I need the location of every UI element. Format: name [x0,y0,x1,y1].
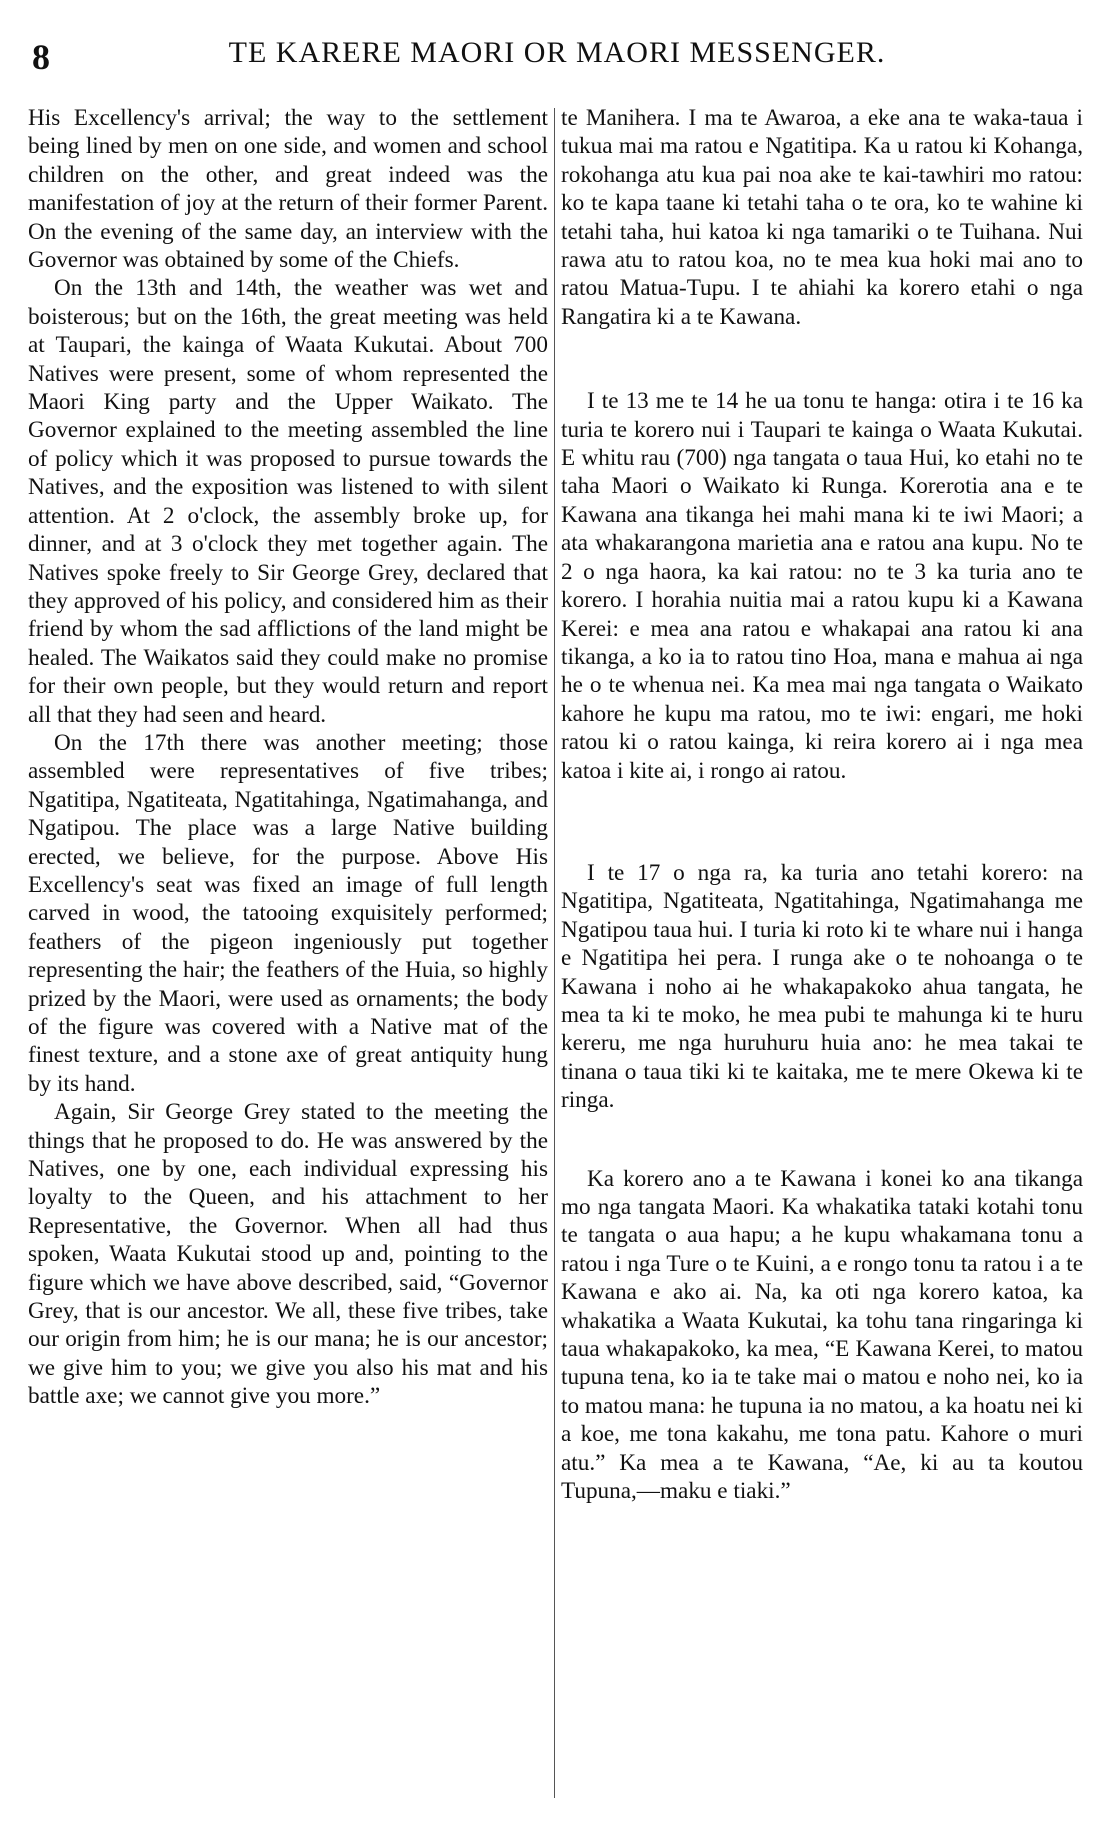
english-paragraph-3: On the 17th there was another meeting; those assembled were representatives of five tribes; Ngatitipa, Ngatiteata, Ngatitahinga, Ngatimahanga, and Ngatipou. The place was a large Native building erected, we believe, for the purpose. Above His Excellency's seat was fixed an image of full length carved in wood, the tatooing exquisitely performed; feathers of the pigeon ingeniously put together representing the hair; the feathers of the Huia, so highly prized by the Maori, were used as ornaments; the body of the figure was covered with a Native mat of the finest texture, and a stone axe of great antiquity hung by its hand. [28,729,548,1097]
maori-paragraph-4: Ka korero ano a te Kawana i konei ko ana tikanga mo nga tangata Maori. Ka whakatika tataki kotahi tonu te tangata o aua hapu; a he kupu whakamana tonu a ratou i nga Ture o te Kuini, a e rongo tonu ta ratou i a te Kawana e ako ai. Na, ka oti nga korero katoa, ka whakatika a Waata Kukutai, ka tohu tana ringaringa ki taua whakapakoko, ka mea, “E Kawana Kerei, to matou tupuna tena, ko ia te take mai o matou e noho nei, ko ia to matou mana: he tupuna ia no matou, a ka hoatu nei ki a koe, me tona kakahu, me tona patu. Kahore o muri atu.” Ka mea a te Kawana, “Ae, ki au ta koutou Tupuna,—maku e tiaki.” [561,1165,1083,1505]
page-number: 8 [32,37,50,77]
english-paragraph-1: His Excellency's arrival; the way to the settlement being lined by men on one side, and women and school children on the other, and great indeed was the manifestation of joy at the return of their former Parent. On the evening of the same day, an interview with the Governor was obtained by some of the Chiefs. [28,105,548,274]
maori-paragraph-1: te Manihera. I ma te Awaroa, a eke ana te waka-taua i tukua mai ma ratou e Ngatitipa. Ka u ratou ki Kohanga, rokohanga atu kua pai noa ake te kai-tawhiri mo ratou: ko te kapa taane ki tetahi taha o te ora, ko te wahine ki tetahi taha, hui katoa ki nga tamariki o te Tuihana. Nui rawa atu to ratou koa, no te mea kua hoki mai ano to ratou Matua-Tupu. I te ahiahi ka korero etahi o nga Rangatira ki a te Kawana. [561,105,1083,330]
english-paragraph-4: Again, Sir George Grey stated to the meeting the things that he proposed to do. He was answered by the Natives, one by one, each individual expressing his loyalty to the Queen, and his attachment to her Representative, the Governor. When all had thus spoken, Waata Kukutai stood up and, pointing to the figure which we have above described, said, “Governor Grey, that is our ancestor. We all, these five tribes, take our origin from him; he is our mana; he is our ancestor; we give him to you; we give you also his mat and his battle axe; we cannot give you more.” [28,1099,548,1410]
paragraph-spacer [561,331,1083,387]
maori-column [561,104,1083,1804]
paragraph-spacer [561,785,1083,859]
english-column [28,104,548,1804]
maori-paragraph-3: I te 17 o nga ra, ka turia ano tetahi korero: na Ngatitipa, Ngatiteata, Ngatitahinga, Ngatimahanga me Ngatipou taua hui. I turia ki roto ki te whare nui i hanga e Ngatitipa hei pera. I runga ake o te nohoanga o te Kawana i noho ai he whakapakoko ahua tangata, he mea ta ki te moko, he mea pubi te mahunga ki te huru kereru, me nga huruhuru huia ano: he mea takai te tinana o taua tiki ki te kaitaka, me te mere Okewa ki te ringa. [561,859,1083,1114]
page-header [22,36,1092,86]
running-title: TE KARERE MAORI OR MAORI MESSENGER. [228,36,886,69]
paragraph-spacer [561,1115,1083,1165]
column-divider [554,108,555,1798]
maori-paragraph-2: I te 13 me te 14 he ua tonu te hanga: otira i te 16 ka turia te korero nui i Taupari te kainga o Waata Kukutai. E whitu rau (700) nga tangata o taua Hui, ko etahi no te taha Maori o Waikato ki Runga. Korerotia ana e te Kawana ana tikanga hei mahi mana ki te iwi Maori; a ata whakarangona marietia ana e ratou ana kupu. No te 2 o nga haora, ka kai ratou: no te 3 ka turia ano te korero. I horahia nuitia mai a ratou kupu ki a Kawana Kerei: e mea ana ratou e whakapai ana ratou ki ana tikanga, a ko ia to ratou tino Hoa, mana e mahua ai nga he o te whenua nei. Ka mea mai nga tangata o Waikato kahore he kupu ma ratou, mo te iwi: engari, me hoki ratou ki o ratou kainga, ki reira korero ai i nga mea katoa i kite ai, i rongo ai ratou. [561,388,1083,784]
english-paragraph-2: On the 13th and 14th, the weather was wet and boisterous; but on the 16th, the great meeting was held at Taupari, the kainga of Waata Kukutai. About 700 Natives were present, some of whom represented the Maori King party and the Upper Waikato. The Governor explained to the meeting assembled the line of policy which it was proposed to pursue towards the Natives, and the exposition was listened to with silent attention. At 2 o'clock, the assembly broke up, for dinner, and at 3 o'clock they met together again. The Natives spoke freely to Sir George Grey, declared that they approved of his policy, and considered him as their friend by whom the sad afflictions of the land might be healed. The Waikatos said they could make no promise for their own people, but they would return and report all that they had seen and heard. [28,275,548,728]
